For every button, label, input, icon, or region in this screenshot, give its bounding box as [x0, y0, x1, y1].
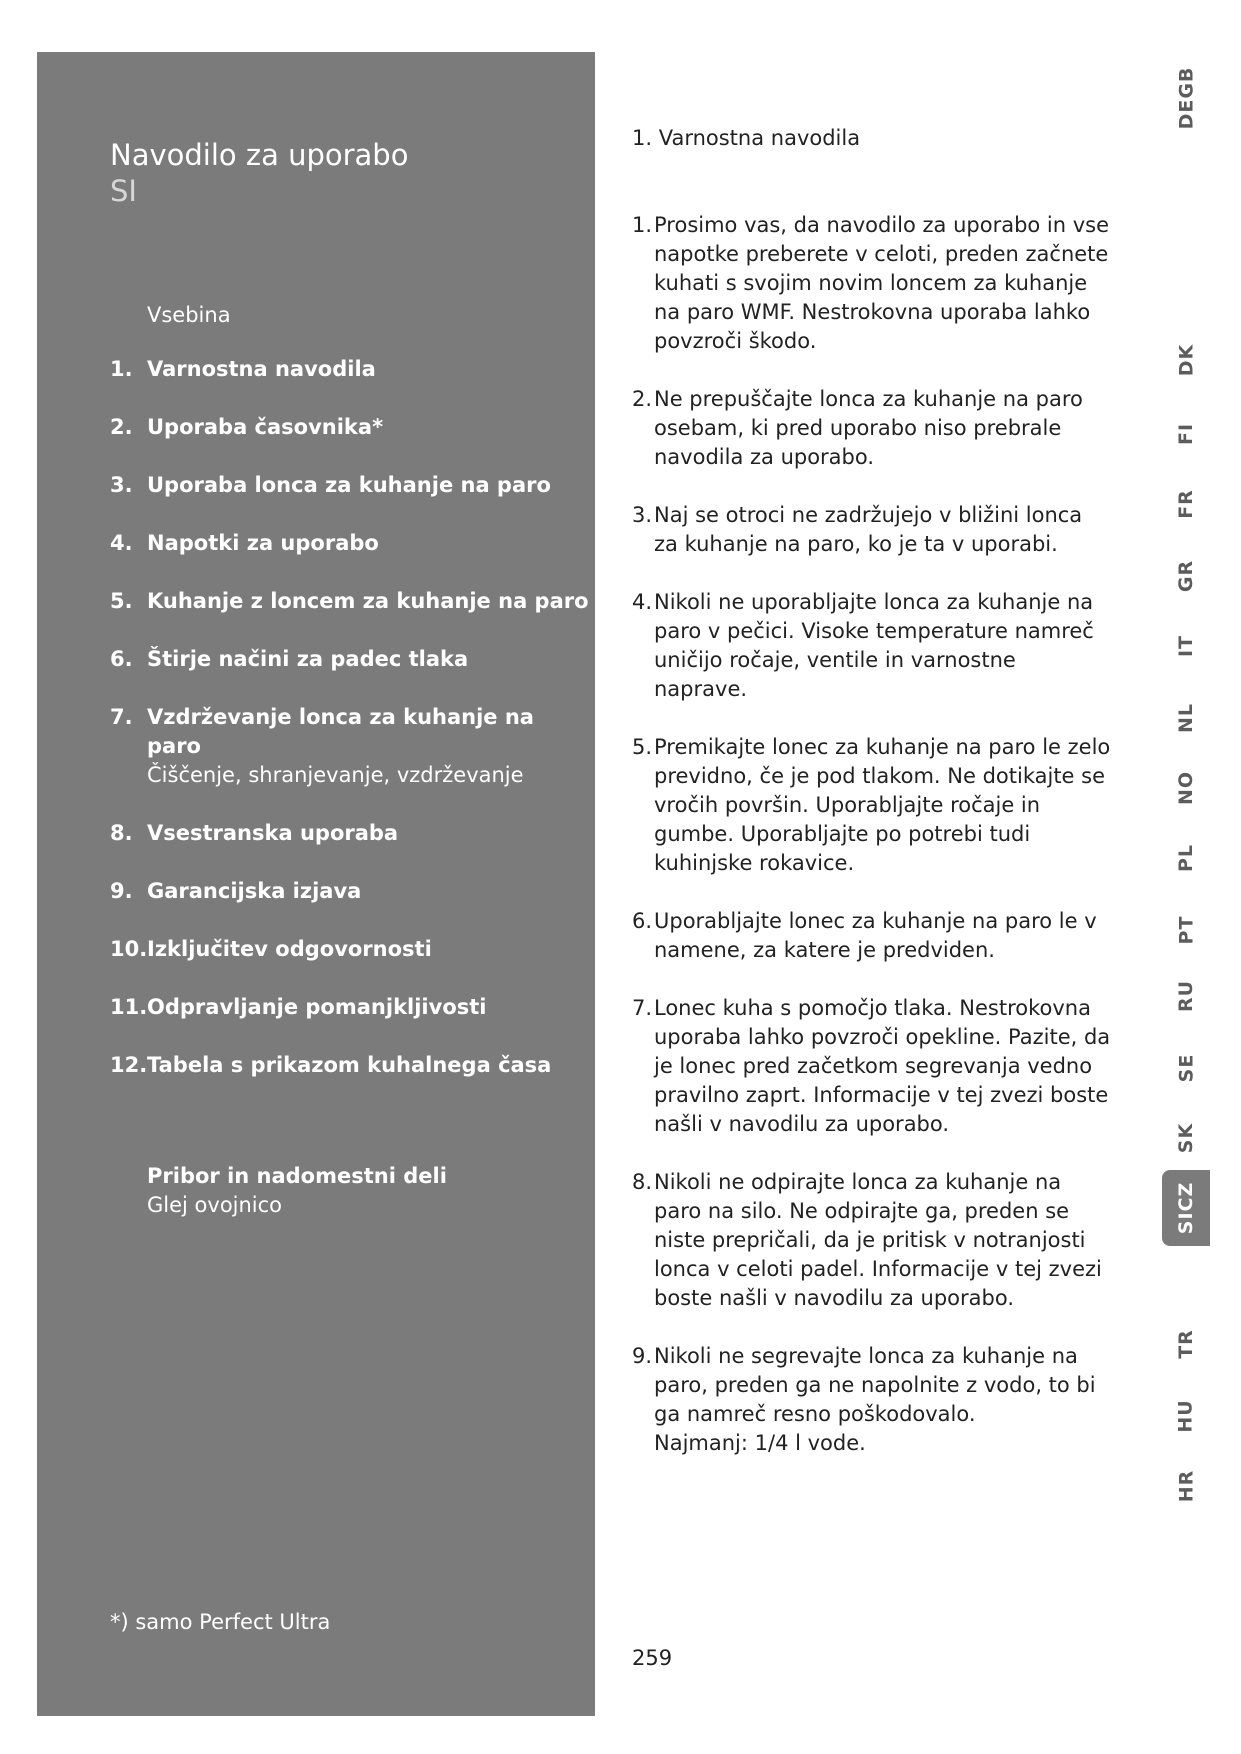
toc-item [110, 529, 595, 558]
toc-item [110, 819, 595, 848]
language-tab-strip [1162, 40, 1210, 1710]
safety-rule-number: 1. [632, 213, 653, 237]
safety-rule-text: Naj se otroci ne zadržujejo v bližini lonca za kuhanje na paro, ko je ta v uporabi. [654, 503, 1083, 556]
toc-item-label: Uporaba lonca za kuhanje na paro [147, 473, 551, 497]
safety-rule [632, 1168, 1112, 1313]
toc-item [110, 645, 595, 674]
accessories-note [147, 1162, 447, 1220]
language-tab-pl[interactable] [1162, 820, 1210, 896]
toc-item-label: Odpravljanje pomanjkljivosti [147, 995, 487, 1019]
safety-rule-text: Premikajte lonec za kuhanje na paro le zelo previdno, če je pod tlakom. Ne dotikajte se vročih površin. Uporabljajte ročaje in gumbe. Uporabljajte po potrebi tudi kuhinjske rokavice. [654, 735, 1111, 875]
safety-rule [632, 994, 1112, 1139]
toc-item [110, 877, 595, 906]
toc-item-number: 12. [110, 1053, 148, 1077]
toc-item-number: 10. [110, 937, 148, 961]
toc-item [110, 993, 595, 1022]
language-tab-label: DEGB [1175, 66, 1198, 130]
safety-rule [632, 501, 1112, 559]
language-tab-label: SE [1174, 1053, 1197, 1083]
language-tab-hr[interactable] [1162, 1448, 1210, 1524]
language-tab-label: SK [1174, 1122, 1197, 1154]
footnote: *) samo Perfect Ultra [110, 1610, 331, 1634]
toc-item-label: Varnostna navodila [147, 357, 376, 381]
safety-rule-note: Najmanj: 1/4 l vode. [654, 1431, 866, 1455]
toc-item-label: Napotki za uporabo [147, 531, 379, 555]
language-tab-label: PL [1174, 843, 1197, 873]
toc-item-number: 7. [110, 705, 133, 729]
safety-rule-text: Lonec kuha s pomočjo tlaka. Nestrokovna uporaba lahko povzroči opekline. Pazite, da je lonec pred začetkom segrevanja vedno pravilno zaprt. Informacije v tej zvezi boste našli v navodilu za uporabo. [654, 996, 1111, 1136]
language-tab-label: IT [1175, 634, 1197, 658]
safety-rule-number: 2. [632, 387, 653, 411]
toc-item-number: 8. [110, 821, 133, 845]
language-tab-label: FI [1175, 422, 1197, 446]
safety-rule-number: 7. [632, 996, 653, 1020]
toc-item [110, 587, 595, 616]
safety-rule-text: Nikoli ne uporabljajte lonca za kuhanje na paro v pečici. Visoke temperature namreč uničijo ročaje, ventile in varnostne naprave. [654, 590, 1094, 701]
toc-item [110, 355, 595, 384]
language-tab-label: GR [1174, 559, 1197, 593]
language-tab-dk[interactable] [1162, 322, 1210, 398]
safety-rule [632, 1342, 1112, 1458]
document-title [110, 137, 408, 209]
language-tab-label: NL [1174, 702, 1197, 734]
contents-sidebar [37, 52, 595, 1716]
language-tab-tr[interactable] [1162, 1306, 1210, 1382]
toc-item-label: Vsestranska uporaba [147, 821, 399, 845]
language-tab-nl[interactable] [1162, 680, 1210, 756]
toc-item-number: 6. [110, 647, 133, 671]
safety-rule-number: 6. [632, 909, 653, 933]
safety-rule-text: Ne prepuščajte lonca za kuhanje na paro osebam, ki pred uporabo niso prebrale navodila za uporabo. [654, 387, 1083, 469]
language-tab-se[interactable] [1162, 1030, 1210, 1106]
toc-item-label: Štirje načini za padec tlaka [147, 647, 469, 671]
safety-rule-number: 4. [632, 590, 653, 614]
toc-item [110, 471, 595, 500]
language-tab-ru[interactable] [1162, 958, 1210, 1034]
language-tab-label: NO [1175, 770, 1197, 806]
toc-item-label: Izključitev odgovornosti [147, 937, 432, 961]
document-language-code: SI [110, 174, 137, 209]
language-tab-pt[interactable] [1162, 892, 1210, 968]
safety-rule-number: 5. [632, 735, 653, 759]
toc-item [110, 413, 595, 442]
safety-rule-number: 8. [632, 1170, 653, 1194]
toc-item [110, 1051, 595, 1080]
section-title: 1. Varnostna navodila [632, 126, 861, 150]
language-tab-fr[interactable] [1162, 466, 1210, 542]
language-tab-hu[interactable] [1162, 1378, 1210, 1454]
safety-rule [632, 211, 1112, 356]
safety-rule [632, 733, 1112, 878]
safety-rule-number: 3. [632, 503, 653, 527]
toc-item-label: Garancijska izjava [147, 879, 362, 903]
toc-item-label: Kuhanje z loncem za kuhanje na paro [147, 589, 589, 613]
language-tab-label: SICZ [1175, 1181, 1198, 1235]
language-tab-label: PT [1174, 915, 1197, 945]
toc-item [110, 935, 595, 964]
safety-rule-text: Nikoli ne segrevajte lonca za kuhanje na paro, preden ga ne napolnite z vodo, to bi ga namreč resno poškodovalo. [654, 1344, 1096, 1426]
language-tab-label: RU [1175, 979, 1197, 1013]
language-tab-label: DK [1175, 343, 1197, 377]
toc-item-label: Vzdrževanje lonca za kuhanje na paro [147, 705, 534, 758]
document-title-text: Navodilo za uporabo [110, 138, 409, 173]
safety-rule [632, 385, 1112, 472]
toc-item-number: 9. [110, 879, 133, 903]
language-tab-fi[interactable] [1162, 396, 1210, 472]
safety-rule-text: Prosimo vas, da navodilo za uporabo in vse napotke preberete v celoti, preden začnete kuhati s svojim novim loncem za kuhanje na paro WMF. Nestrokovna uporaba lahko povzroči škodo. [654, 213, 1110, 353]
language-tab-label: HR [1174, 1469, 1197, 1503]
safety-rule [632, 907, 1112, 965]
toc-item-number: 5. [110, 589, 133, 613]
safety-rule-number: 9. [632, 1344, 653, 1368]
toc-item-number: 2. [110, 415, 133, 439]
toc-item-number: 4. [110, 531, 133, 555]
safety-rule-text: Nikoli ne odpirajte lonca za kuhanje na paro na silo. Ne odpirajte ga, preden se niste prepričali, da je pritisk v notranjosti lonca v celoti padel. Informacije v tej zvezi boste našli v navodilu za uporabo. [654, 1170, 1102, 1310]
safety-rules-list [632, 211, 1112, 1458]
language-tab-label: FR [1174, 489, 1197, 519]
safety-rule-text: Uporabljajte lonec za kuhanje na paro le v namene, za katere je predviden. [654, 909, 1097, 962]
safety-rule [632, 588, 1112, 704]
language-tab-gr[interactable] [1162, 538, 1210, 614]
toc-item-label: Uporaba časovnika* [147, 415, 384, 439]
language-tab-label: HU [1175, 1399, 1197, 1433]
toc-item [110, 703, 595, 790]
toc-item-number: 1. [110, 357, 133, 381]
accessories-heading: Pribor in nadomestni deli [147, 1164, 447, 1188]
table-of-contents [110, 355, 595, 1109]
page-number: 259 [632, 1646, 673, 1670]
language-tab-sicz[interactable] [1162, 1170, 1210, 1246]
language-tab-label: TR [1175, 1329, 1197, 1359]
language-tab-no[interactable] [1162, 750, 1210, 826]
toc-item-number: 3. [110, 473, 133, 497]
language-tab-it[interactable] [1162, 608, 1210, 684]
accessories-text: Glej ovojnico [147, 1193, 283, 1217]
toc-heading: Vsebina [147, 303, 231, 327]
toc-item-number: 11. [110, 995, 148, 1019]
safety-instructions [632, 124, 1112, 1487]
toc-item-label: Tabela s prikazom kuhalnega časa [147, 1053, 552, 1077]
toc-item-subtitle: Čiščenje, shranjevanje, vzdrževanje [147, 763, 524, 787]
language-tab-degb[interactable] [1162, 60, 1210, 136]
language-tab-sk[interactable] [1162, 1100, 1210, 1176]
